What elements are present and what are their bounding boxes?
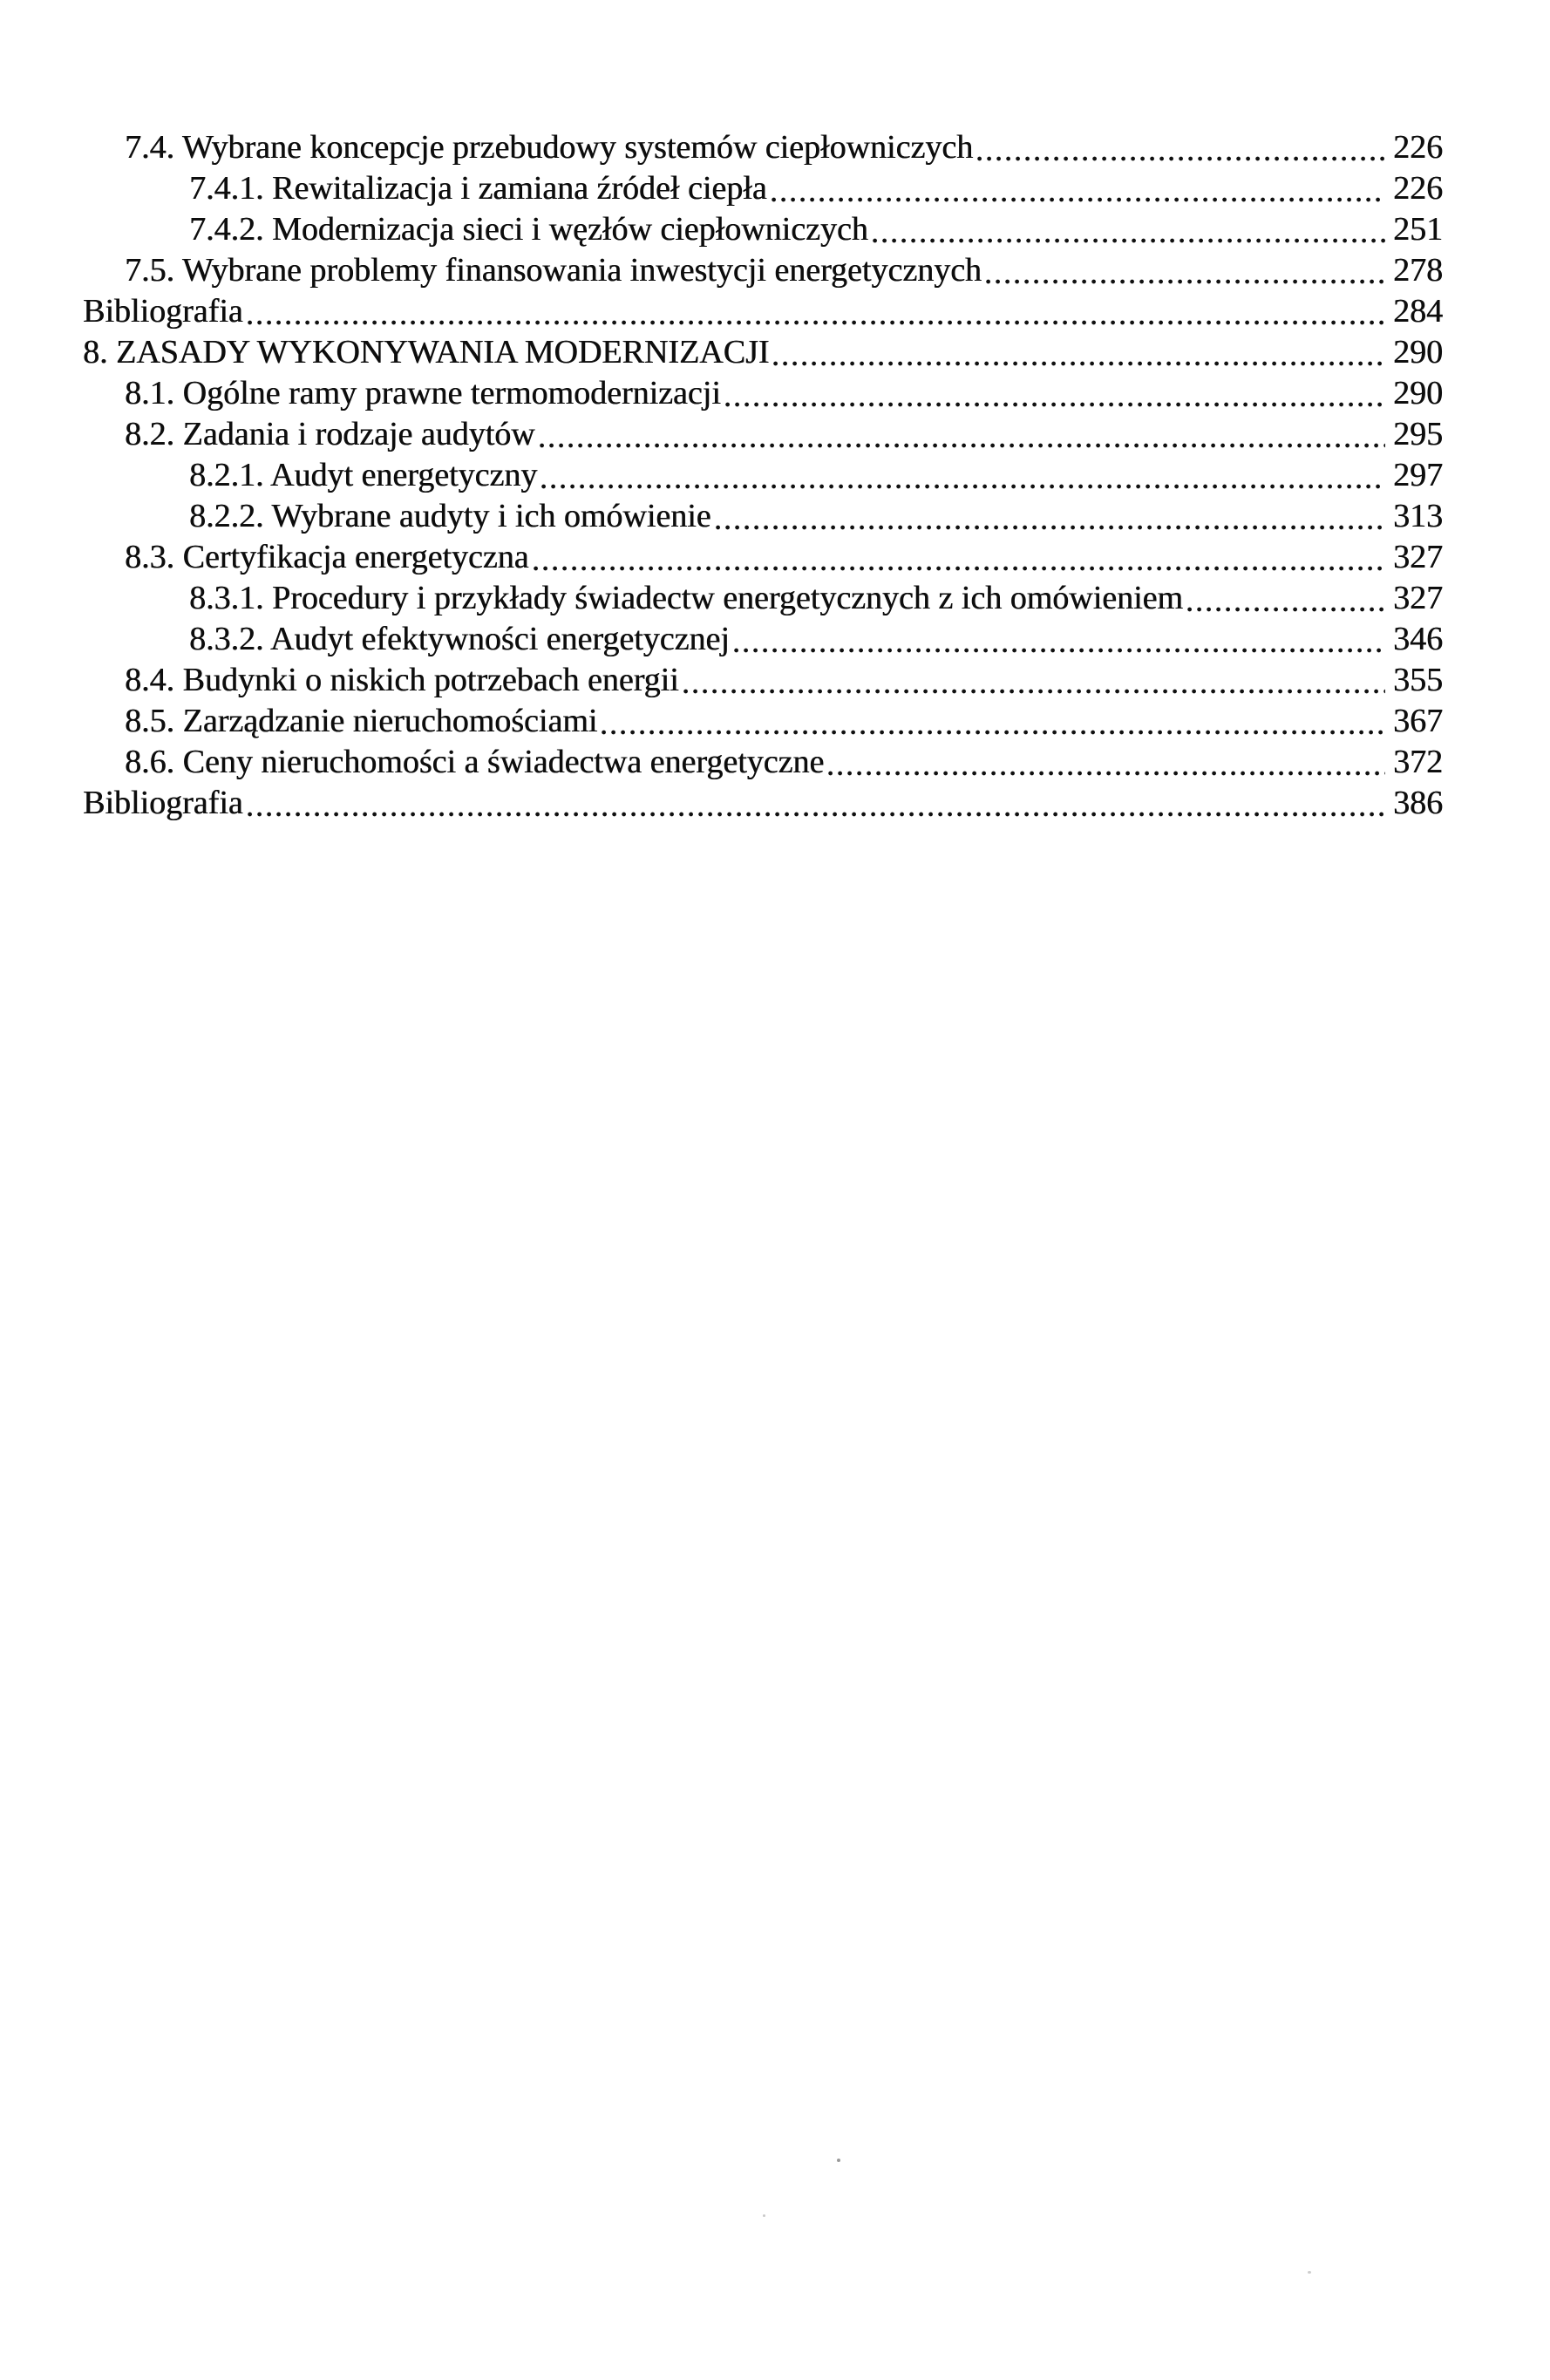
toc-entry-label: 7.4. Wybrane koncepcje przebudowy systemów ciepłowniczych — [125, 129, 974, 166]
dot-leader — [772, 197, 1385, 202]
toc-entry-page: 284 — [1393, 293, 1443, 330]
dot-leader — [1187, 607, 1385, 612]
scan-speck — [837, 2159, 840, 2162]
toc-entry-page: 355 — [1393, 662, 1443, 698]
toc-entry — [83, 496, 1443, 537]
toc-entry — [83, 414, 1443, 455]
toc-entry-label: 8.2.1. Audyt energetyczny — [189, 457, 538, 493]
toc-entry — [83, 701, 1443, 742]
toc-entry-label: 7.4.2. Modernizacja sieci i węzłów ciepłowniczych — [189, 211, 868, 248]
toc-entry-label: Bibliografia — [83, 785, 243, 821]
toc-entry — [83, 373, 1443, 414]
toc-entry — [83, 578, 1443, 619]
toc-entry-label: 8.1. Ogólne ramy prawne termomodernizacji — [125, 375, 721, 411]
toc-list — [83, 127, 1443, 824]
scan-speck — [763, 2214, 765, 2217]
toc-entry — [83, 455, 1443, 496]
dot-leader — [725, 402, 1385, 407]
toc-entry-page: 278 — [1393, 252, 1443, 289]
toc-entry-label: 8.6. Ceny nieruchomości a świadectwa energetyczne — [125, 744, 825, 780]
dot-leader — [248, 812, 1385, 817]
scan-speck — [1308, 2271, 1311, 2274]
dot-leader — [873, 238, 1385, 243]
toc-entry-page: 290 — [1393, 375, 1443, 411]
toc-entry-label: 8.3.1. Procedury i przykłady świadectw energetycznych z ich omówieniem — [189, 580, 1183, 616]
dot-leader — [986, 279, 1385, 284]
toc-entry — [83, 660, 1443, 701]
toc-entry — [83, 332, 1443, 373]
toc-entry-page: 313 — [1393, 498, 1443, 534]
toc-entry-label: 7.4.1. Rewitalizacja i zamiana źródeł ciepła — [189, 170, 767, 207]
toc-entry-page: 295 — [1393, 416, 1443, 452]
toc-entry — [83, 537, 1443, 578]
toc-entry — [83, 250, 1443, 291]
toc-entry — [83, 127, 1443, 168]
dot-leader — [773, 361, 1385, 366]
toc-entry-label: Bibliografia — [83, 293, 243, 330]
toc-entry-label: 8.4. Budynki o niskich potrzebach energii — [125, 662, 679, 698]
toc-entry-page: 226 — [1393, 170, 1443, 207]
dot-leader — [602, 730, 1385, 735]
dot-leader — [683, 689, 1385, 694]
toc-entry-label: 8.2. Zadania i rodzaje audytów — [125, 416, 535, 452]
toc-entry-page: 346 — [1393, 621, 1443, 657]
toc-entry-label: 8.5. Zarządzanie nieruchomościami — [125, 703, 598, 739]
toc-entry-page: 327 — [1393, 539, 1443, 575]
toc-entry-label: 7.5. Wybrane problemy finansowania inwestycji energetycznych — [125, 252, 982, 289]
dot-leader — [977, 156, 1385, 161]
toc-entry-page: 226 — [1393, 129, 1443, 166]
toc-entry-page: 372 — [1393, 744, 1443, 780]
toc-entry-page: 386 — [1393, 785, 1443, 821]
toc-entry-page: 327 — [1393, 580, 1443, 616]
toc-entry — [83, 168, 1443, 209]
dot-leader — [534, 566, 1385, 571]
toc-entry-page: 367 — [1393, 703, 1443, 739]
toc-entry-page: 251 — [1393, 211, 1443, 248]
toc-entry-page: 290 — [1393, 334, 1443, 371]
toc-entry — [83, 619, 1443, 660]
dot-leader — [828, 771, 1385, 776]
toc-entry — [83, 209, 1443, 250]
dot-leader — [541, 484, 1385, 489]
toc-entry-label: 8.3. Certyfikacja energetyczna — [125, 539, 529, 575]
dot-leader — [734, 648, 1385, 653]
toc-entry — [83, 783, 1443, 824]
dot-leader — [248, 320, 1385, 325]
dot-leader — [716, 525, 1385, 530]
toc-entry-label: 8.2.2. Wybrane audyty i ich omówienie — [189, 498, 711, 534]
toc-entry-label: 8.3.2. Audyt efektywności energetycznej — [189, 621, 730, 657]
toc-entry — [83, 291, 1443, 332]
dot-leader — [540, 443, 1385, 448]
toc-entry-label: 8. ZASADY WYKONYWANIA MODERNIZACJI — [83, 334, 770, 371]
toc-entry-page: 297 — [1393, 457, 1443, 493]
toc-entry — [83, 742, 1443, 783]
